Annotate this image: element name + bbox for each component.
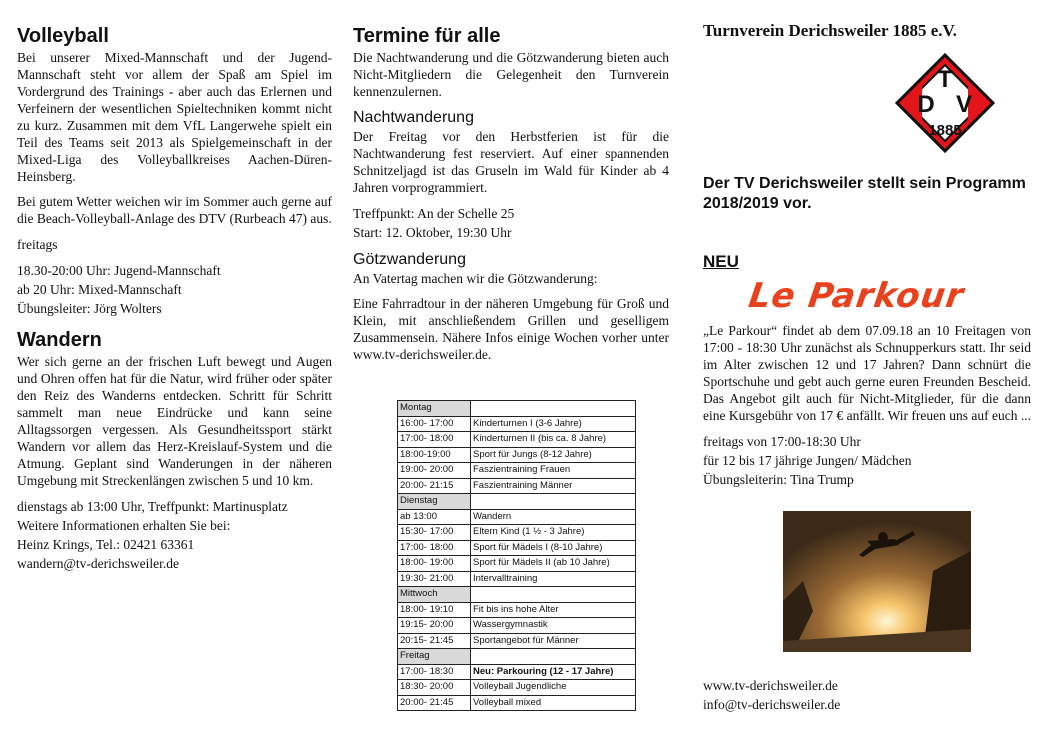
nachtwanderung-start: Start: 12. Oktober, 19:30 Uhr	[353, 225, 512, 240]
schedule-row	[398, 463, 636, 479]
neu-heading: NEU	[703, 252, 739, 271]
schedule-activity: Volleyball mixed	[471, 695, 636, 711]
schedule-day-label: Dienstag	[398, 494, 471, 510]
termine-intro: Die Nachtwanderung und die Götzwanderung bieten auch Nicht-Mitgliedern die Gelegenheit den Turnverein kennenzulernen.	[353, 50, 669, 99]
club-name: Turnverein Derichsweiler 1885 e.V.	[703, 21, 957, 40]
volleyball-day: freitags	[17, 237, 58, 252]
schedule-row	[398, 478, 636, 494]
termine-heading: Termine für alle	[353, 25, 501, 47]
schedule-row	[398, 602, 636, 618]
email: info@tv-derichsweiler.de	[703, 697, 841, 712]
wandern-contact-phone: Heinz Krings, Tel.: 02421 63361	[17, 537, 195, 552]
schedule-row	[398, 633, 636, 649]
schedule-activity: Sport für Mädels II (ab 10 Jahre)	[471, 556, 636, 572]
parkour-description: „Le Parkour“ findet ab dem 07.09.18 an 10 Freitagen von 17:00 - 18:30 Uhr zunächst als Schnupperkurs statt. Ihr seid im Alter zwischen 12 und 17 Jahren? Dann schnürt die Sportschuhe und gebt auch gerne euren Freunden Bescheid. Das Angebot gilt auch für Nicht-Mitglieder, für die dann eine Kursgebühr von 17 € anfällt. Wir freuen uns auf euch ...	[703, 323, 1031, 423]
schedule-row	[398, 509, 636, 525]
schedule-row	[398, 525, 636, 541]
schedule-row	[398, 571, 636, 587]
schedule-activity: Sport für Mädels I (8-10 Jahre)	[471, 540, 636, 556]
wandern-meeting: dienstags ab 13:00 Uhr, Treffpunkt: Martinusplatz	[17, 499, 288, 514]
schedule-day-label: Montag	[398, 401, 471, 417]
schedule-row	[398, 432, 636, 448]
schedule-row	[398, 664, 636, 680]
schedule-row	[398, 556, 636, 572]
parkour-photo	[783, 511, 971, 652]
column-volleyball-wandern	[17, 20, 332, 573]
schedule-day-row	[398, 649, 636, 665]
schedule-activity: Neu: Parkouring (12 - 17 Jahre)	[471, 664, 636, 680]
schedule-time: 19:15- 20:00	[398, 618, 471, 634]
schedule-row	[398, 695, 636, 711]
schedule-activity: Wandern	[471, 509, 636, 525]
volleyball-heading: Volleyball	[17, 25, 109, 47]
wandern-heading: Wandern	[17, 329, 102, 351]
schedule-day-label: Freitag	[398, 649, 471, 665]
schedule-time: 20:15- 21:45	[398, 633, 471, 649]
schedule-activity: Intervalltraining	[471, 571, 636, 587]
schedule-day-row	[398, 494, 636, 510]
schedule-time: 18:00-19:00	[398, 447, 471, 463]
schedule-activity: Faszientraining Männer	[471, 478, 636, 494]
schedule-day-label: Mittwoch	[398, 587, 471, 603]
schedule-time: 18:00- 19:10	[398, 602, 471, 618]
volleyball-paragraph-1: Bei unserer Mixed-Mannschaft und der Jugend-Mannschaft steht vor allem der Spaß am Spiel im Vordergrund des Trainings - aber auch das Erlernen und Verfeinern der wesentlichen Spieltechniken kommt nicht zu kurz. Zusammen mit dem VfL Langerwehe spielt ein Teil des Teams seit 2013 als Spielgemeinschaft in der Mixed-Liga des Volleyballkreises Aachen-Düren-Heinsberg.	[17, 50, 332, 184]
schedule-time: 17:00- 18:00	[398, 540, 471, 556]
club-logo-icon	[895, 53, 995, 153]
nachtwanderung-text: Der Freitag vor den Herbstferien ist für die Nachtwanderung fest reserviert. Auf einer spannenden Schnitzeljagd ist das Gruseln im Wald für Kinder ab 4 Jahren vorprogrammiert.	[353, 129, 669, 195]
parkour-age: für 12 bis 17 jährige Jungen/ Mädchen	[703, 453, 912, 468]
volleyball-time-youth: 18.30-20:00 Uhr: Jugend-Mannschaft	[17, 263, 221, 278]
schedule-activity: Kinderturnen I (3-6 Jahre)	[471, 416, 636, 432]
schedule-activity: Sport für Jungs (8-12 Jahre)	[471, 447, 636, 463]
schedule-time: 19:30- 21:00	[398, 571, 471, 587]
wandern-email: wandern@tv-derichsweiler.de	[17, 556, 179, 571]
schedule-time: 18:30- 20:00	[398, 680, 471, 696]
goetzwanderung-text: Eine Fahrradtour in der näheren Umgebung für Groß und Klein, mit anschließendem Grillen und geselligem Zusammensein. Nähere Infos einige Wochen vorher unter www.tv-derichsweiler.de.	[353, 296, 669, 362]
schedule-activity: Eltern Kind (1 ½ - 3 Jahre)	[471, 525, 636, 541]
volleyball-time-mixed: ab 20 Uhr: Mixed-Mannschaft	[17, 282, 182, 297]
schedule-row	[398, 416, 636, 432]
nachtwanderung-heading: Nachtwanderung	[353, 109, 474, 126]
schedule-day-row	[398, 401, 636, 417]
logo-year: 1885	[928, 122, 962, 139]
column-club	[703, 20, 1031, 714]
schedule-activity: Sportangebot für Männer	[471, 633, 636, 649]
schedule-time: 17:00- 18:30	[398, 664, 471, 680]
schedule-time: 20:00- 21:15	[398, 478, 471, 494]
wandern-info: Weitere Informationen erhalten Sie bei:	[17, 518, 231, 533]
schedule-row	[398, 618, 636, 634]
logo-letter-t: T	[937, 66, 953, 93]
schedule-activity: Kinderturnen II (bis ca. 8 Jahre)	[471, 432, 636, 448]
schedule-day-row	[398, 587, 636, 603]
schedule-time: 16:00- 17:00	[398, 416, 471, 432]
schedule-time: 19:00- 20:00	[398, 463, 471, 479]
schedule-time: ab 13:00	[398, 509, 471, 525]
website: www.tv-derichsweiler.de	[703, 678, 838, 693]
logo-letter-d: D	[917, 91, 935, 118]
schedule-day-empty	[471, 401, 636, 417]
column-termine	[353, 20, 669, 371]
schedule-time: 17:00- 18:00	[398, 432, 471, 448]
schedule-table	[397, 400, 636, 711]
goetzwanderung-heading: Götzwanderung	[353, 251, 466, 268]
wandern-paragraph: Wer sich gerne an der frischen Luft bewegt und Augen und Ohren offen hat für die Natur, wird früher oder später den Reiz des Wanderns entdecken. Schritt für Schritt sammelt man neue Eindrücke und kann seine Alltagssorgen vergessen. Als Gesundheitssport stärkt Wandern vor allem das Herz-Kreislauf-System und die Atmung. Geplant sind Wanderungen in der näheren Umgebung mit Streckenlängen zwischen 5 und 10 km.	[17, 354, 332, 488]
parkour-time: freitags von 17:00-18:30 Uhr	[703, 434, 861, 449]
schedule-row	[398, 447, 636, 463]
schedule-row	[398, 680, 636, 696]
goetzwanderung-line: An Vatertag machen wir die Götzwanderung:	[353, 271, 598, 286]
schedule-time: 20:00- 21:45	[398, 695, 471, 711]
nachtwanderung-meeting: Treffpunkt: An der Schelle 25	[353, 206, 515, 221]
parkour-trainer: Übungsleiterin: Tina Trump	[703, 472, 854, 487]
schedule-activity: Fit bis ins hohe Alter	[471, 602, 636, 618]
schedule-activity: Volleyball Jugendliche	[471, 680, 636, 696]
le-parkour-logo: Le Parkour	[746, 276, 967, 316]
program-announcement: Der TV Derichsweiler stellt sein Programm 2018/2019 vor.	[703, 175, 1026, 212]
logo-letter-v: V	[955, 91, 973, 118]
schedule-time: 18:00- 19:00	[398, 556, 471, 572]
schedule-day-empty	[471, 494, 636, 510]
schedule-row	[398, 540, 636, 556]
schedule-activity: Wassergymnastik	[471, 618, 636, 634]
schedule-activity: Faszientraining Frauen	[471, 463, 636, 479]
volleyball-trainer: Übungsleiter: Jörg Wolters	[17, 301, 162, 316]
schedule-day-empty	[471, 587, 636, 603]
schedule-day-empty	[471, 649, 636, 665]
volleyball-paragraph-2: Bei gutem Wetter weichen wir im Sommer auch gerne auf die Beach-Volleyball-Anlage des DTV (Rurbeach 47) aus.	[17, 194, 332, 226]
schedule-time: 15:30- 17:00	[398, 525, 471, 541]
